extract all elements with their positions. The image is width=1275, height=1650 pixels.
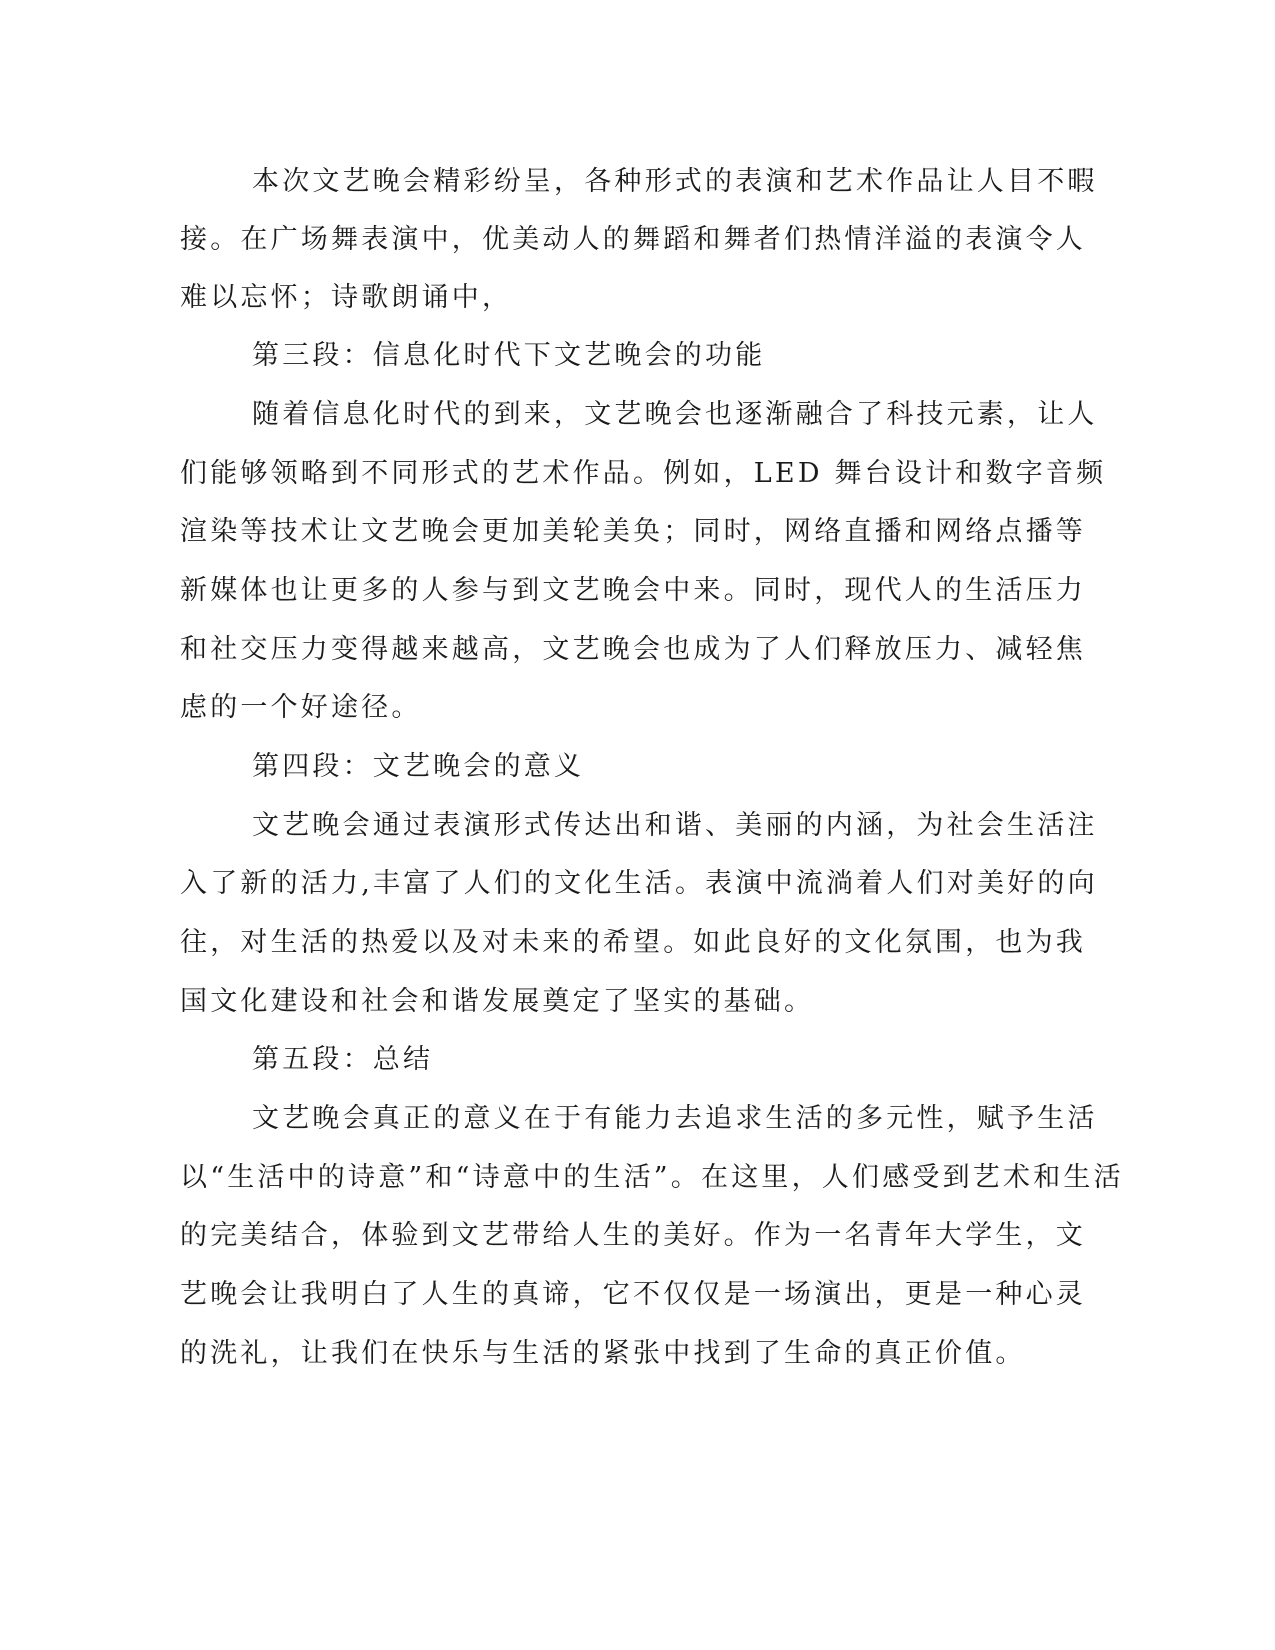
- paragraph-line: 的完美结合，体验到文艺带给人生的美好。作为一名青年大学生，文: [180, 1220, 1086, 1251]
- paragraph-line: 虑的一个好途径。: [180, 692, 422, 723]
- paragraph-line: 文艺晚会通过表演形式传达出和谐、美丽的内涵，为社会生活注: [252, 810, 1098, 841]
- paragraph-line: 们能够领略到不同形式的艺术作品。例如，LED 舞台设计和数字音频: [180, 458, 1107, 489]
- paragraph-line: 渲染等技术让文艺晚会更加美轮美奂；同时，网络直播和网络点播等: [180, 516, 1086, 547]
- paragraph-line: 新媒体也让更多的人参与到文艺晚会中来。同时，现代人的生活压力: [180, 575, 1086, 606]
- paragraph-line: 本次文艺晚会精彩纷呈，各种形式的表演和艺术作品让人目不暇: [252, 166, 1098, 197]
- section-heading: 第四段：文艺晚会的意义: [252, 751, 585, 782]
- paragraph-line: 和社交压力变得越来越高，文艺晚会也成为了人们释放压力、减轻焦: [180, 634, 1086, 665]
- paragraph-line: 接。在广场舞表演中，优美动人的舞蹈和舞者们热情洋溢的表演令人: [180, 224, 1086, 255]
- paragraph-line: 随着信息化时代的到来，文艺晚会也逐渐融合了科技元素，让人: [252, 399, 1098, 430]
- section-heading: 第三段：信息化时代下文艺晚会的功能: [252, 340, 766, 371]
- paragraph-line: 往，对生活的热爱以及对未来的希望。如此良好的文化氛围，也为我: [180, 927, 1086, 958]
- paragraph-line: 入了新的活力,丰富了人们的文化生活。表演中流淌着人们对美好的向: [180, 868, 1098, 899]
- paragraph-line: 艺晚会让我明白了人生的真谛，它不仅仅是一场演出，更是一种心灵: [180, 1279, 1086, 1310]
- paragraph-line: 的洗礼，让我们在快乐与生活的紧张中找到了生命的真正价值。: [180, 1338, 1026, 1369]
- paragraph-line: 以“生活中的诗意”和“诗意中的生活”。在这里，人们感受到艺术和生活: [180, 1162, 1124, 1193]
- paragraph-line: 文艺晚会真正的意义在于有能力去追求生活的多元性，赋予生活: [252, 1103, 1098, 1134]
- paragraph-line: 国文化建设和社会和谐发展奠定了坚实的基础。: [180, 986, 815, 1017]
- paragraph-line: 难以忘怀；诗歌朗诵中，: [180, 282, 513, 313]
- section-heading: 第五段：总结: [252, 1044, 434, 1075]
